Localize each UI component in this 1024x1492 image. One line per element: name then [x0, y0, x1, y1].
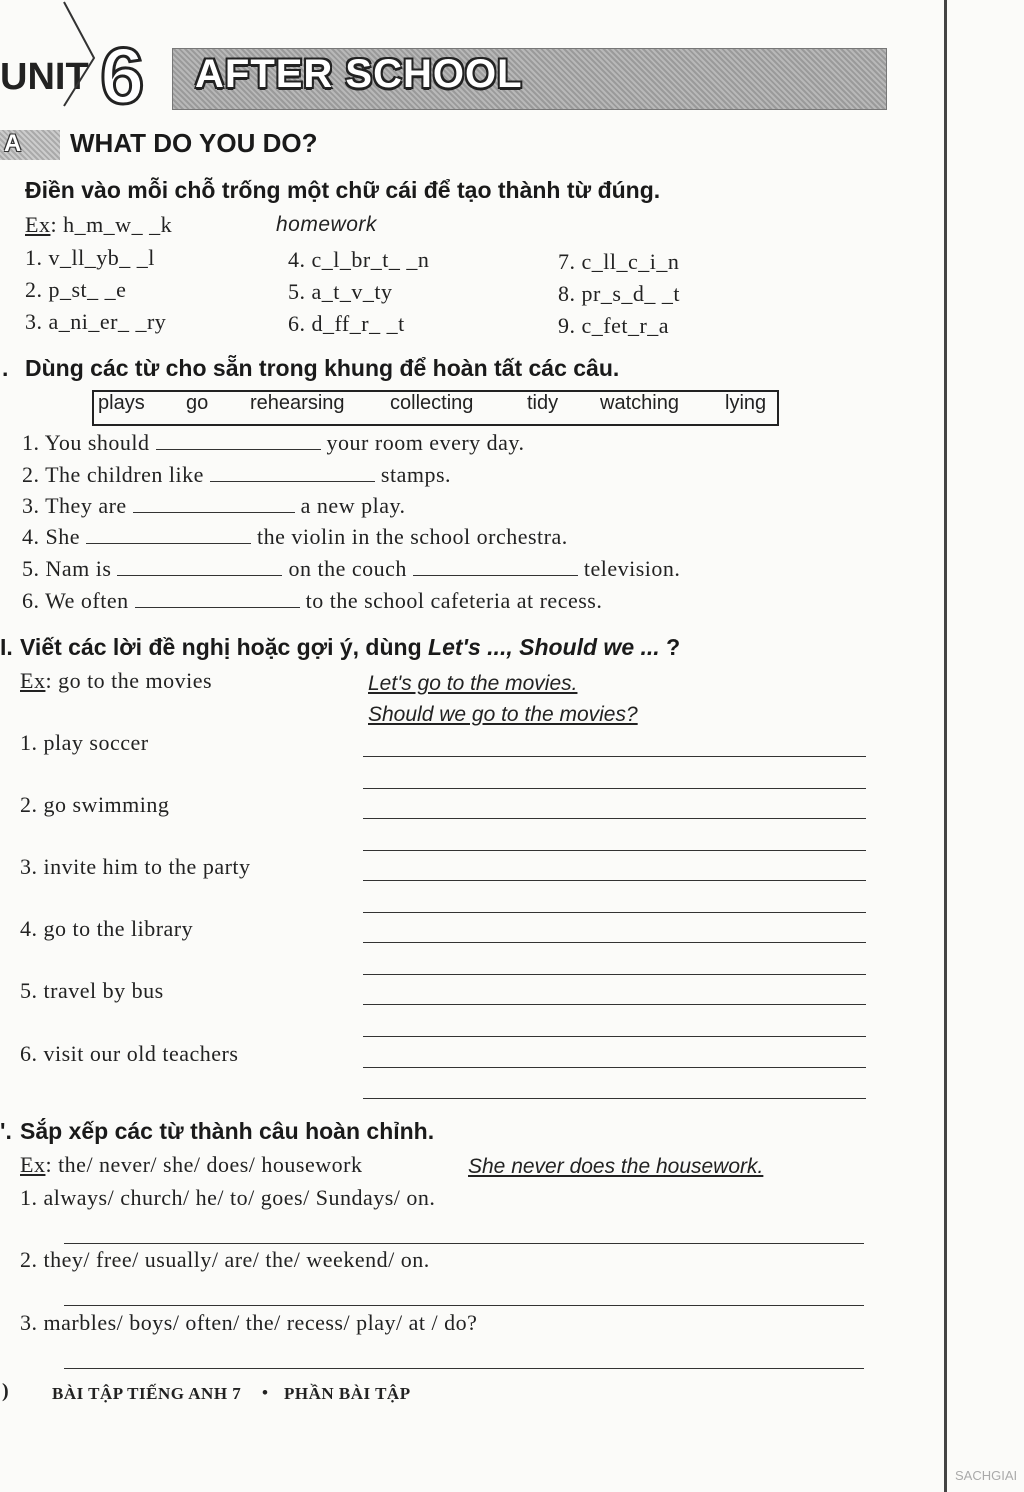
- ex4-example: Ex: the/ never/ she/ does/ housework: [20, 1152, 363, 1177]
- chevron-arrow-icon: [62, 0, 102, 110]
- word-bank-item: plays: [98, 392, 145, 414]
- ex1-item: 6. d_ff_r_ _t: [288, 311, 405, 336]
- exercise-3-instruction: Viết các lời đề nghị hoặc gợi ý, dùng Let's ..., Should we ... ?: [20, 634, 681, 660]
- ex3-item: 3. invite him to the party: [20, 854, 251, 879]
- ex3-item: 5. travel by bus: [20, 978, 164, 1003]
- ex1-item: 3. a_ni_er_ _ry: [25, 309, 167, 334]
- blank-field[interactable]: [117, 557, 282, 576]
- answer-line[interactable]: [363, 850, 866, 851]
- blank-field[interactable]: [210, 463, 375, 482]
- exercise-2-number: .: [2, 355, 9, 381]
- example-word: : h_m_w_ _k: [50, 212, 173, 237]
- answer-line[interactable]: [363, 912, 866, 913]
- page-title: AFTER SCHOOL: [195, 52, 523, 96]
- ex1-item: 9. c_fet_r_a: [558, 313, 670, 338]
- answer-line[interactable]: [363, 1067, 866, 1068]
- unit-label: UNIT: [0, 56, 89, 98]
- word-bank-item: watching: [600, 392, 679, 414]
- ex2-item: 2. The children like stamps.: [22, 462, 452, 487]
- ex1-item: 4. c_l_br_t_ _n: [288, 247, 430, 272]
- footer-bullet-icon: •: [262, 1383, 269, 1402]
- answer-line[interactable]: [64, 1243, 864, 1244]
- ex3-item: 4. go to the library: [20, 916, 194, 941]
- ex4-item: 1. always/ church/ he/ to/ goes/ Sundays/ on.: [20, 1185, 436, 1210]
- exercise-4-instruction: Sắp xếp các từ thành câu hoàn chỉnh.: [20, 1118, 435, 1144]
- answer-line[interactable]: [363, 756, 866, 757]
- exercise-4-number: '.: [0, 1118, 12, 1144]
- example-answer: homework: [276, 213, 377, 236]
- answer-line[interactable]: [363, 942, 866, 943]
- page-number: ): [2, 1380, 10, 1402]
- exercise-3-number: I.: [0, 634, 13, 660]
- section-letter: A: [4, 130, 22, 157]
- ex2-item: 5. Nam is on the couch television.: [22, 556, 681, 581]
- ex2-item: 1. You should your room every day.: [22, 430, 525, 455]
- ex2-item: 6. We often to the school cafeteria at recess.: [22, 588, 603, 613]
- ex1-item: 7. c_ll_c_i_n: [558, 249, 680, 274]
- blank-field[interactable]: [86, 525, 251, 544]
- ex1-item: 8. pr_s_d_ _t: [558, 281, 680, 306]
- ex3-item: 6. visit our old teachers: [20, 1041, 239, 1066]
- answer-line[interactable]: [363, 1004, 866, 1005]
- word-bank-item: go: [186, 392, 209, 414]
- section-title: WHAT DO YOU DO?: [70, 128, 318, 158]
- ex1-item: 5. a_t_v_ty: [288, 279, 393, 304]
- answer-line[interactable]: [64, 1368, 864, 1369]
- answer-line[interactable]: [363, 880, 866, 881]
- word-bank-item: tidy: [527, 392, 559, 414]
- answer-line[interactable]: [363, 1036, 866, 1037]
- ex3-item: 1. play soccer: [20, 730, 149, 755]
- unit-number: 6: [100, 31, 145, 120]
- example-answer: Should we go to the movies?: [368, 703, 638, 726]
- blank-field[interactable]: [156, 431, 321, 450]
- ex1-item: 2. p_st_ _e: [25, 277, 127, 302]
- word-bank-item: lying: [725, 392, 767, 414]
- answer-line[interactable]: [363, 818, 866, 819]
- ex4-item: 3. marbles/ boys/ often/ the/ recess/ play/ at / do?: [20, 1310, 478, 1335]
- ex4-item: 2. they/ free/ usually/ are/ the/ weekend/ on.: [20, 1247, 430, 1272]
- word-bank-item: rehearsing: [250, 392, 345, 414]
- exercise-1-instruction: Điền vào mỗi chỗ trống một chữ cái để tạo thành từ đúng.: [25, 177, 661, 203]
- footer-book-title: BÀI TẬP TIẾNG ANH 7: [52, 1384, 242, 1403]
- word-bank-item: collecting: [390, 392, 474, 414]
- ex3-item: 2. go swimming: [20, 792, 170, 817]
- answer-line[interactable]: [64, 1305, 864, 1306]
- example-answer: Let's go to the movies.: [368, 672, 578, 695]
- page-edge-divider: [944, 0, 947, 1492]
- ex2-item: 4. She the violin in the school orchestra.: [22, 524, 568, 549]
- watermark: SACHGIAI: [955, 1468, 1018, 1483]
- answer-line[interactable]: [363, 788, 866, 789]
- ex1-example: [25, 212, 172, 238]
- ex2-item: 3. They are a new play.: [22, 493, 406, 518]
- blank-field[interactable]: [413, 557, 578, 576]
- example-label: Ex: [25, 212, 51, 237]
- exercise-2-instruction: Dùng các từ cho sẵn trong khung để hoàn tất các câu.: [25, 355, 620, 381]
- footer-part: PHẦN BÀI TẬP: [284, 1384, 411, 1403]
- answer-line[interactable]: [363, 974, 866, 975]
- ex1-item: 1. v_ll_yb_ _l: [25, 245, 155, 270]
- blank-field[interactable]: [133, 494, 295, 513]
- ex3-example: Ex: go to the movies: [20, 668, 213, 693]
- answer-line[interactable]: [363, 1098, 866, 1099]
- example-answer: She never does the housework.: [468, 1155, 764, 1178]
- blank-field[interactable]: [135, 589, 300, 608]
